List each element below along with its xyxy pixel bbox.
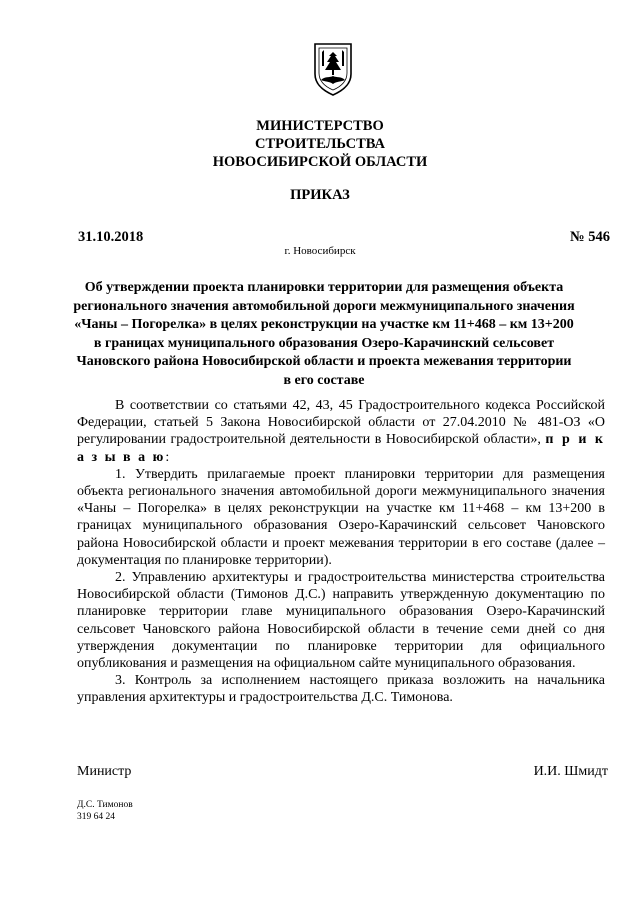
order-item-3: 3. Контроль за исполнением настоящего приказа возложить на начальника управления архитектуры и градостроительства Д.С. Тимонова. — [77, 673, 605, 706]
order-subject: Об утверждении проекта планировки территории для размещения объекта регионального значения автомобильной дороги межмуниципального значения «Чаны – Погорелка» в целях реконструкции на участке км 11+468 – км 13+200 в границах муниципального образования Озеро-Карачинский сельсовет Чановского района Новосибирской области и проекта межевания территории в его составе — [73, 280, 575, 388]
ministry-name — [0, 117, 640, 171]
city-label: г. Новосибирск — [284, 245, 356, 257]
order-body — [77, 397, 605, 707]
document-type: ПРИКАЗ — [290, 187, 350, 203]
order-item-1: 1. Утвердить прилагаемые проект планировки территории для размещения объекта регионального значения автомобильной дороги межмуниципального значения «Чаны – Погорелка» в целях реконструкции на участке км 11+468 – км 13+200 в границах муниципального образования Озеро-Карачинский сельсовет Чановского района Новосибирской области и проект межевания территории в его составе (далее – документация по планировке территории). — [77, 466, 605, 568]
signatory-name: И.И. Шмидт — [533, 764, 608, 779]
executor-block — [77, 799, 133, 823]
order-colon: : — [165, 449, 170, 465]
preamble-paragraph — [77, 397, 605, 466]
executor-phone: 319 64 24 — [77, 812, 115, 822]
order-word: п р и к а з ы в а ю — [77, 432, 605, 465]
ministry-line: СТРОИТЕЛЬСТВА — [254, 136, 386, 152]
ministry-line: НОВОСИБИРСКОЙ ОБЛАСТИ — [212, 154, 428, 170]
order-number: № 546 — [570, 229, 610, 245]
ministry-line: МИНИСТЕРСТВО — [256, 118, 384, 134]
coat-of-arms-icon — [311, 40, 355, 96]
order-item-2: 2. Управлению архитектуры и градостроительства министерства строительства Новосибирской области (Тимонов Д.С.) направить утвержденную документацию по планировке территории главе муниципального образования Озеро-Карачинский сельсовет Чановского района Новосибирской области в течение семи дней со дня утверждения документации по планировке территории для официального опубликования и размещения на официальном сайте муниципального образования. — [77, 570, 605, 672]
signatory-position: Министр — [77, 764, 132, 779]
order-date: 31.10.2018 — [78, 229, 144, 245]
preamble-text: В соответствии со статьями 42, 43, 45 Градостроительного кодекса Российской Федерации, статьей 5 Закона Новосибирской области от 27.04.2010 № 481-ОЗ «О регулировании градостроительной деятельности в Новосибирской области», — [77, 398, 605, 448]
executor-name: Д.С. Тимонов — [77, 800, 133, 810]
